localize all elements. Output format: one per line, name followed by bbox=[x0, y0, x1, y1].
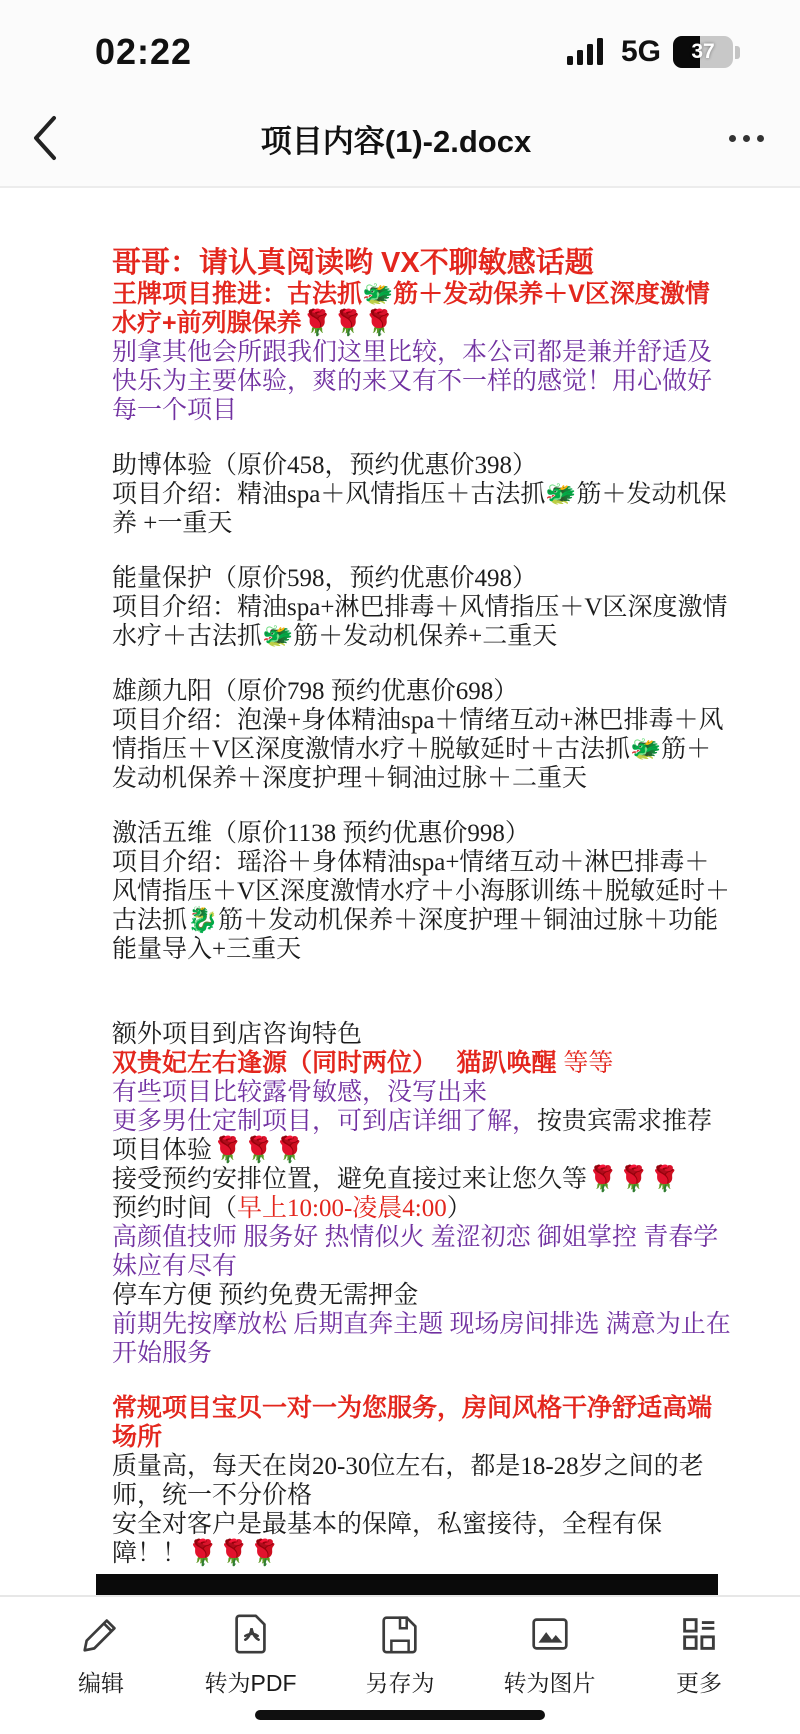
more-menu-button[interactable] bbox=[704, 135, 772, 142]
network-type-label: 5G bbox=[620, 35, 661, 68]
back-button[interactable] bbox=[28, 112, 88, 164]
doc-paragraph bbox=[112, 480, 734, 538]
doc-paragraph bbox=[112, 564, 734, 593]
doc-paragraph bbox=[112, 1510, 734, 1568]
status-time: 02:22 bbox=[95, 31, 193, 72]
doc-text-segment: 按贵宾需求推荐项目体验🌹🌹🌹 bbox=[112, 1108, 713, 1164]
doc-paragraph bbox=[112, 1107, 734, 1165]
bottom-toolbar bbox=[0, 1595, 800, 1734]
back-chevron-icon bbox=[28, 112, 62, 164]
doc-text-segment: 前期先按摩放松 后期直奔主题 现场房间排选 满意为止在开始服务 bbox=[112, 1311, 731, 1367]
tool-label: 另存为 bbox=[365, 1670, 435, 1696]
doc-paragraph bbox=[112, 677, 734, 706]
doc-text-segment: 激活五维（原价1138 预约优惠价998） bbox=[112, 820, 530, 847]
tool-label: 转为PDF bbox=[204, 1670, 297, 1696]
doc-text-segment: 高颜值技师 服务好 热情似火 羞涩初恋 御姐掌控 青春学妹应有尽有 bbox=[112, 1224, 719, 1280]
document-title: 项目内容(1)-2.docx bbox=[260, 123, 532, 159]
doc-text-segment: 哥哥：请认真阅读哟 VX不聊敏感话题 bbox=[112, 247, 594, 279]
doc-text-segment: 质量高，每天在岗20-30位左右，都是18-28岁之间的老师，统一不分价格 bbox=[112, 1453, 704, 1509]
doc-paragraph bbox=[112, 706, 734, 793]
doc-text-segment: 项目介绍：瑶浴＋身体精油spa+情绪互动＋淋巴排毒＋风情指压＋V区深度激情水疗＋小海豚训练＋脱敏延时＋古法抓🐉筋＋发动机保养＋深度护理＋铜油过脉＋功能能量导入+三重天 bbox=[112, 849, 731, 963]
home-indicator[interactable] bbox=[255, 1710, 545, 1720]
doc-text-segment: 早上10:00-凌晨4:00 bbox=[237, 1195, 447, 1222]
doc-paragraph bbox=[112, 819, 734, 848]
save-icon bbox=[377, 1611, 423, 1657]
doc-text-segment: 雄颜九阳（原价798 预约优惠价698） bbox=[112, 678, 519, 705]
doc-paragraph bbox=[112, 848, 734, 964]
doc-text-segment: 接受预约安排位置，避免直接过来让您久等🌹🌹🌹 bbox=[112, 1166, 681, 1193]
doc-paragraph bbox=[112, 1310, 734, 1368]
doc-paragraph bbox=[112, 593, 734, 651]
doc-text-segment: 预约时间（ bbox=[112, 1195, 238, 1222]
doc-paragraph bbox=[112, 1452, 734, 1510]
doc-text-segment: 项目介绍：精油spa＋风情指压＋古法抓🐲筋＋发动机保养 +一重天 bbox=[112, 481, 727, 537]
doc-text-segment: 双贵妃左右逢源（同时两位） 猫趴唤醒 bbox=[112, 1049, 564, 1077]
doc-text-segment: 安全对客户是最基本的保障，私蜜接待，全程有保障！！🌹🌹🌹 bbox=[112, 1511, 663, 1567]
image-icon bbox=[527, 1611, 573, 1657]
nav-bar bbox=[0, 90, 800, 188]
doc-text-segment: 项目介绍：精油spa+淋巴排毒＋风情指压＋V区深度激情水疗＋古法抓🐲筋＋发动机保养+二重天 bbox=[112, 594, 728, 650]
document-paragraphs bbox=[112, 246, 734, 1568]
tool-label: 转为图片 bbox=[503, 1670, 596, 1696]
doc-text-segment: 有些项目比较露骨敏感，没写出来 bbox=[112, 1079, 488, 1106]
battery-percent: 37 bbox=[691, 40, 715, 63]
doc-text-segment: ） bbox=[446, 1195, 472, 1222]
doc-text-segment: 停车方便 预约免费无需押金 bbox=[112, 1282, 419, 1309]
document-body bbox=[0, 188, 800, 1638]
edit-button[interactable] bbox=[46, 1611, 156, 1734]
doc-text-segment: 等等 bbox=[563, 1050, 614, 1077]
battery-nub bbox=[735, 46, 740, 59]
doc-text-segment: 常规项目宝贝一对一为您服务，房间风格干净舒适高端场所 bbox=[112, 1394, 713, 1451]
doc-text-segment: 项目介绍：泡澡+身体精油spa＋情绪互动+淋巴排毒＋风情指压＋V区深度激情水疗＋脱敏延时＋古法抓🐲筋＋发动机保养＋深度护理＋铜油过脉＋二重天 bbox=[112, 707, 724, 792]
doc-paragraph bbox=[112, 246, 734, 280]
signal-icon bbox=[567, 36, 609, 68]
status-bar bbox=[0, 0, 800, 90]
doc-text-segment: 别拿其他会所跟我们这里比较，本公司都是兼并舒适及快乐为主要体验，爽的来又有不一样的感觉！用心做好每一个项目 bbox=[112, 339, 713, 424]
doc-paragraph bbox=[112, 1165, 734, 1194]
doc-paragraph bbox=[112, 280, 734, 338]
doc-paragraph bbox=[112, 1281, 734, 1310]
grid-icon bbox=[676, 1611, 722, 1657]
doc-paragraph bbox=[112, 1078, 734, 1107]
doc-paragraph bbox=[112, 1223, 734, 1281]
doc-text-segment: 助博体验（原价458，预约优惠价398） bbox=[112, 452, 538, 479]
doc-text-segment: 王牌项目推进：古法抓🐲筋＋发动保养＋V区深度激情水疗+前列腺保养🌹🌹🌹 bbox=[112, 280, 710, 337]
more-tools-button[interactable] bbox=[644, 1611, 754, 1734]
doc-text-segment: 更多男仕定制项目，可到店详细了解， bbox=[112, 1108, 538, 1135]
pdf-icon bbox=[228, 1611, 274, 1657]
doc-paragraph bbox=[112, 451, 734, 480]
battery-icon bbox=[673, 36, 740, 68]
tool-label: 编辑 bbox=[78, 1670, 124, 1696]
doc-paragraph bbox=[112, 1049, 734, 1078]
status-right-cluster bbox=[567, 35, 740, 69]
tool-label: 更多 bbox=[676, 1670, 722, 1696]
pencil-icon bbox=[78, 1611, 124, 1657]
doc-paragraph bbox=[112, 1394, 734, 1452]
doc-text-segment: 能量保护（原价598，预约优惠价498） bbox=[112, 565, 538, 592]
doc-text-segment: 额外项目到店咨询特色 bbox=[112, 1021, 363, 1048]
ellipsis-icon bbox=[729, 135, 736, 142]
doc-paragraph bbox=[112, 1194, 734, 1223]
doc-paragraph bbox=[112, 338, 734, 425]
doc-paragraph bbox=[112, 1020, 734, 1049]
